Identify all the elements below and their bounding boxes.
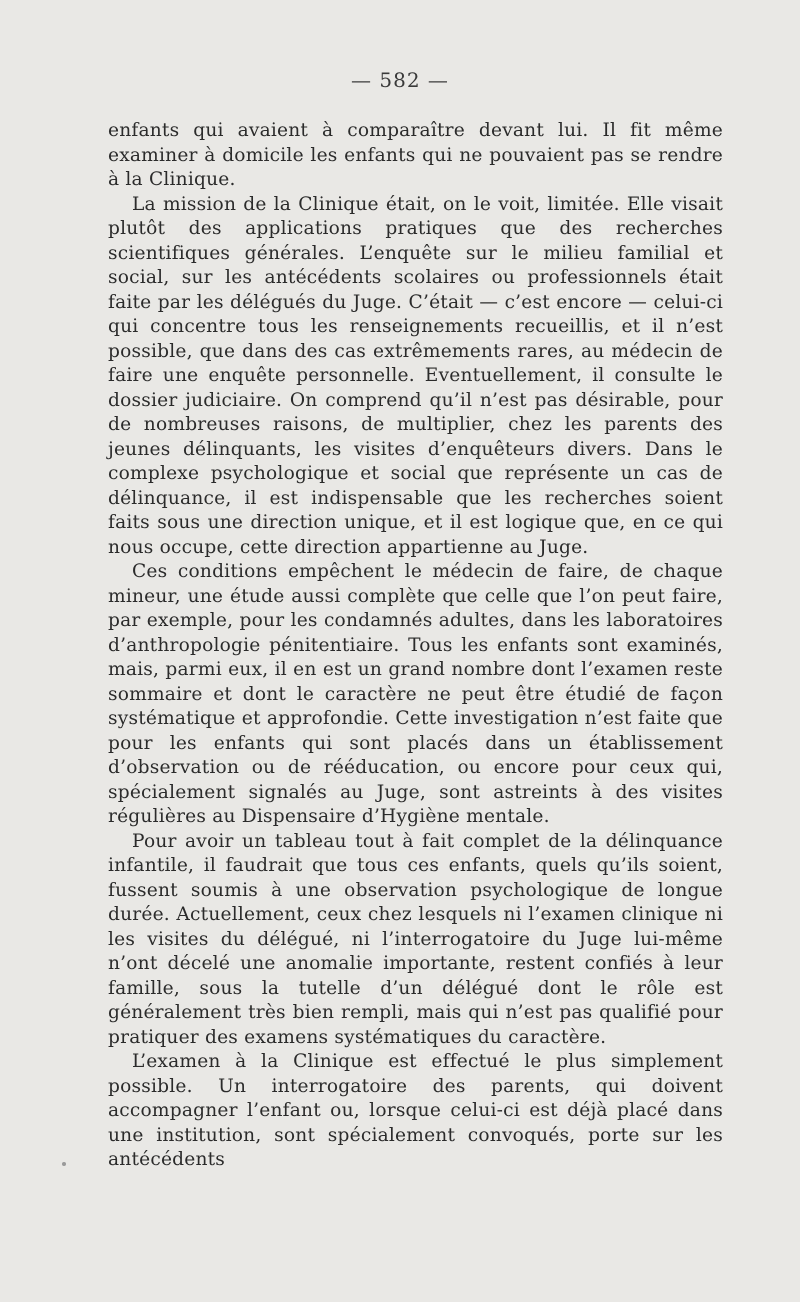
paragraph-2: La mission de la Clinique était, on le voit, limitée. Elle visait plutôt des applications pratiques que des recherches scientifiques générales. L’enquête sur le milieu familial et social, sur les antécédents scolaires ou professionnels était faite par les délégués du Juge. C’était — c’est encore — celui-ci qui concentre tous les renseignements recueillis, et il n’est possible, que dans des cas extrêmements rares, au médecin de faire une enquête personnelle. Eventuellement, il consulte le dossier judiciaire. On comprend qu’il n’est pas désirable, pour de nombreuses raisons, de multiplier, chez les parents des jeunes délinquants, les visites d’enquêteurs divers. Dans le complexe psychologique et social que représente un cas de délinquance, il est indispensable que les recherches soient faits sous une direction unique, et il est logique que, en ce qui nous occupe, cette direction appartienne au Juge. — [108, 193, 723, 558]
paragraph-3: Ces conditions empêchent le médecin de faire, de chaque mineur, une étude aussi complète que celle que l’on peut faire, par exemple, pour les condamnés adultes, dans les laboratoires d’anthropologie pénitentiaire. Tous les enfants sont examinés, mais, parmi eux, il en est un grand nombre dont l’examen reste sommaire et dont le caractère ne peut être étudié de façon systématique et approfondie. Cette investigation n’est faite que pour les enfants qui sont placés dans un établissement d’observation ou de rééducation, ou encore pour ceux qui, spécialement signalés au Juge, sont astreints à des visites régulières au Dispensaire d’Hygiène mentale. — [108, 561, 723, 827]
paragraph-5: L’examen à la Clinique est effectué le plus simplement possible. Un interrogatoire des parents, qui doivent accompagner l’enfant ou, lorsque celui-ci est déjà placé dans une institution, sont spécialement convoqués, porte sur les antécédents — [108, 1051, 723, 1170]
body-text — [108, 119, 723, 1173]
print-speck — [62, 1162, 66, 1166]
paragraph-1: enfants qui avaient à comparaître devant lui. Il fit même examiner à domicile les enfants qui ne pouvaient pas se rendre à la Clinique. — [108, 120, 723, 190]
paragraph-4: Pour avoir un tableau tout à fait complet de la délinquance infantile, il faudrait que tous ces enfants, quels qu’ils soient, fussent soumis à une observation psychologique de longue durée. Actuellement, ceux chez lesquels ni l’examen clinique ni les visites du délégué, ni l’interrogatoire du Juge lui-même n’ont décelé une anomalie importante, restent confiés à leur famille, sous la tutelle d’un délégué dont le rôle est généralement très bien rempli, mais qui n’est pas qualifié pour pratiquer des examens systématiques du caractère. — [108, 830, 723, 1048]
page-number: — 582 — — [351, 68, 449, 92]
